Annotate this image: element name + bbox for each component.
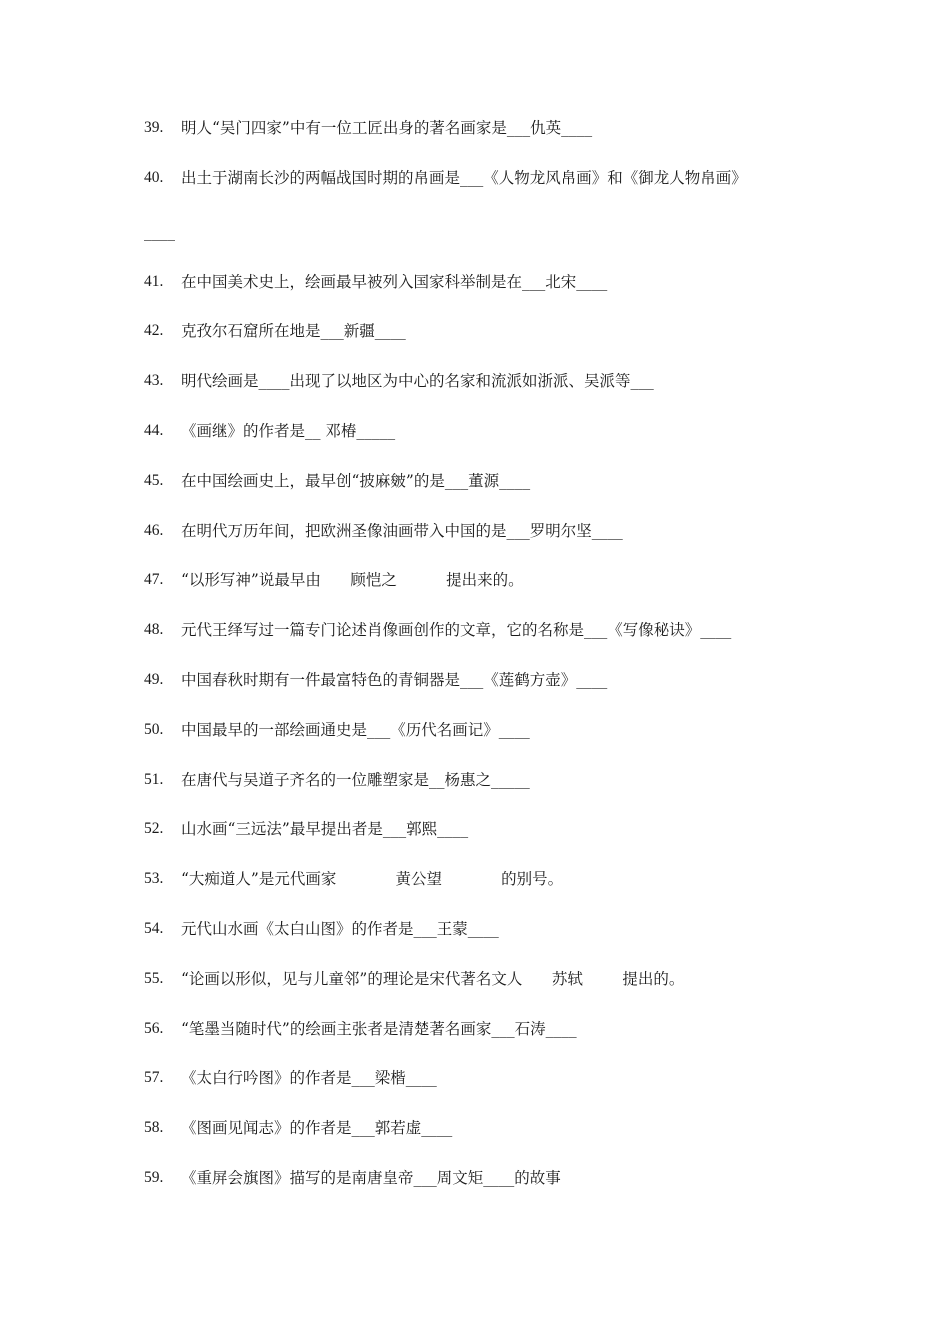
question-item bbox=[144, 367, 864, 395]
question-text: 出土于湖南长沙的两幅战国时期的帛画是___《人物龙风帛画》和《御龙人物帛画》 bbox=[181, 168, 747, 187]
question-item bbox=[144, 915, 864, 943]
question-item bbox=[144, 268, 864, 296]
question-item bbox=[144, 616, 864, 644]
question-number: 54. bbox=[144, 919, 164, 937]
question-number: 56. bbox=[144, 1019, 164, 1037]
question-text: 明代绘画是____出现了以地区为中心的名家和流派如浙派、吴派等___ bbox=[181, 372, 654, 391]
question-number: 44. bbox=[144, 421, 164, 439]
question-text: 元代山水画《太白山图》的作者是___王蒙____ bbox=[181, 919, 499, 938]
question-number: 39. bbox=[144, 119, 164, 136]
question-number: 57. bbox=[144, 1069, 164, 1087]
question-item bbox=[144, 114, 864, 142]
question-item bbox=[144, 716, 864, 744]
question-item bbox=[144, 1015, 864, 1043]
question-number: 50. bbox=[144, 720, 164, 738]
question-item bbox=[144, 317, 864, 345]
question-number: 58. bbox=[144, 1119, 164, 1137]
question-number: 51. bbox=[144, 770, 164, 788]
question-text: “以形写神”说最早由 顾恺之 提出来的。 bbox=[181, 571, 524, 590]
question-item bbox=[144, 1114, 864, 1142]
question-number: 45. bbox=[144, 471, 164, 489]
question-text: 在中国美术史上，绘画最早被列入国家科举制是在___北宋____ bbox=[181, 272, 608, 291]
question-text: 《重屏会旗图》描写的是南唐皇帝___周文矩____的故事 bbox=[181, 1168, 561, 1187]
question-text: “笔墨当随时代”的绘画主张者是清楚著名画家___石涛____ bbox=[181, 1019, 577, 1038]
question-number: 59. bbox=[144, 1168, 164, 1186]
question-text: 在明代万历年间，把欧洲圣像油画带入中国的是___罗明尔坚____ bbox=[181, 521, 623, 540]
question-number: 41. bbox=[144, 272, 164, 290]
question-text: “论画以形似，见与儿童邻”的理论是宋代著名文人 苏轼 提出的。 bbox=[181, 969, 685, 988]
question-text: 《太白行吟图》的作者是___梁楷____ bbox=[181, 1069, 437, 1088]
question-item bbox=[144, 517, 864, 545]
question-item bbox=[144, 164, 864, 246]
question-item bbox=[144, 865, 864, 893]
question-number: 55. bbox=[144, 969, 164, 987]
question-text: 在中国绘画史上，最早创“披麻皴”的是___董源____ bbox=[181, 471, 531, 490]
question-number: 43. bbox=[144, 372, 164, 390]
question-number: 42. bbox=[144, 322, 164, 340]
question-item bbox=[144, 1164, 864, 1192]
question-text: 在唐代与吴道子齐名的一位雕塑家是__杨惠之_____ bbox=[181, 770, 530, 789]
question-number: 46. bbox=[144, 521, 164, 539]
question-item bbox=[144, 566, 864, 594]
question-text: “大痴道人”是元代画家 黄公望 的别号。 bbox=[181, 870, 564, 889]
question-number: 48. bbox=[144, 621, 164, 639]
question-text: 中国春秋时期有一件最富特色的青铜器是___《莲鹤方壶》____ bbox=[181, 670, 608, 689]
question-number: 40. bbox=[144, 168, 164, 186]
question-number: 47. bbox=[144, 571, 164, 589]
question-number: 53. bbox=[144, 870, 164, 888]
question-item bbox=[144, 417, 864, 445]
question-text: 克孜尔石窟所在地是___新疆____ bbox=[181, 322, 406, 341]
question-item bbox=[144, 965, 864, 993]
question-list bbox=[144, 114, 864, 1214]
question-text: 《图画见闻志》的作者是___郭若虚____ bbox=[181, 1119, 453, 1138]
question-text: 明人“吴门四家”中有一位工匠出身的著名画家是___仇英____ bbox=[181, 119, 593, 137]
question-item bbox=[144, 666, 864, 694]
question-text: 中国最早的一部绘画通史是___《历代名画记》____ bbox=[181, 720, 530, 739]
question-item bbox=[144, 1064, 864, 1092]
question-text-continuation: ____ bbox=[144, 222, 175, 241]
question-text: 山水画“三远法”最早提出者是___郭熙____ bbox=[181, 820, 469, 839]
question-number: 52. bbox=[144, 820, 164, 838]
question-text: 元代王绎写过一篇专门论述肖像画创作的文章，它的名称是___《写像秘诀》____ bbox=[181, 621, 732, 640]
question-text: 《画继》的作者是__ 邓椿_____ bbox=[181, 421, 396, 440]
question-number: 49. bbox=[144, 670, 164, 688]
question-item bbox=[144, 467, 864, 495]
question-item bbox=[144, 766, 864, 794]
question-item bbox=[144, 815, 864, 843]
